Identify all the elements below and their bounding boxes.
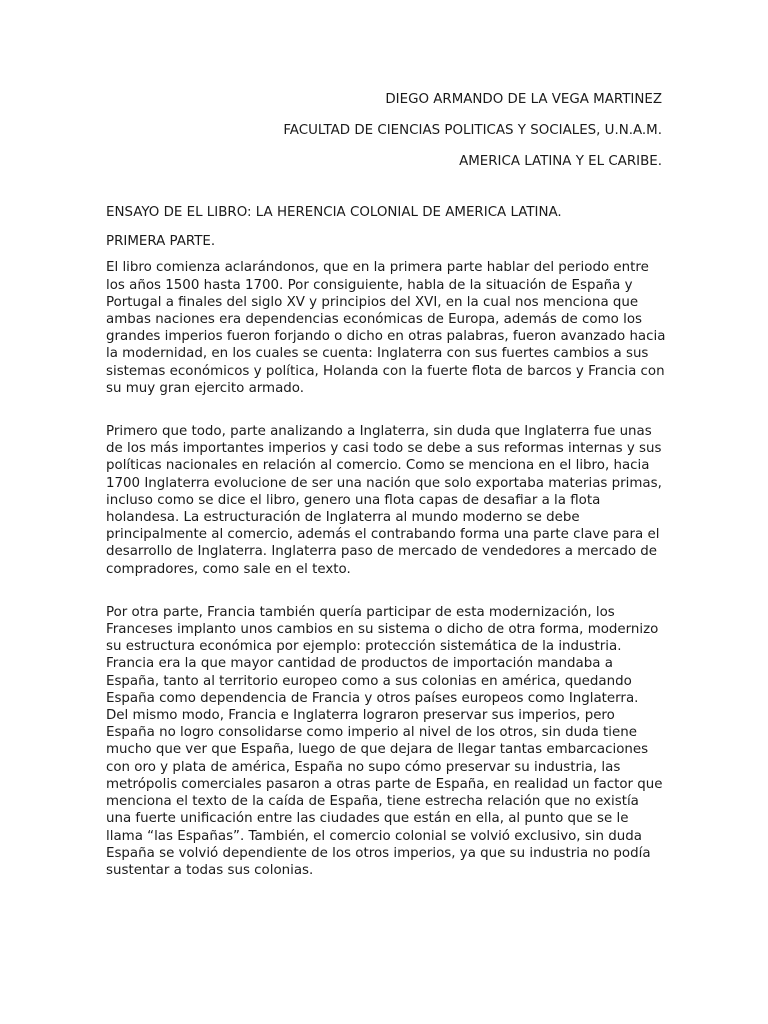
document-body (106, 204, 666, 879)
section-title: PRIMERA PARTE. (106, 234, 216, 250)
document-header (106, 91, 662, 184)
paragraph: Primero que todo, parte analizando a Inglaterra, sin duda que Inglaterra fue unas de los más importantes imperios y casi todo se debe a sus reformas internas y sus políticas nacionales en relación al comercio. Como se menciona en el libro, hacia 1700 Inglaterra evolucione de ser una nación que solo exportaba materias primas, incluso como se dice el libro, genero una flota capas de desafiar a la flota holandesa. La estructuración de Inglaterra al mundo moderno se debe principalmente al comercio, además el contrabando forma una parte clave para el desarrollo de Inglaterra. Inglaterra paso de mercado de vendedores a mercado de compradores, como sale en el texto. (106, 424, 662, 577)
paragraph: El libro comienza aclarándonos, que en la primera parte hablar del periodo entre los años 1500 hasta 1700. Por consiguiente, habla de la situación de España y Portugal a finales del siglo XV y principios del XVI, en la cual nos menciona que ambas naciones era dependencias económicas de Europa, además de como los grandes imperios fueron forjando o dicho en otras palabras, fueron avanzado hacia la modernidad, en los cuales se cuenta: Inglaterra con sus fuertes cambios a sus sistemas económicos y política, Holanda con la fuerte flota de barcos y Francia con su muy gran ejercito armado. (106, 260, 666, 396)
paragraph: Por otra parte, Francia también quería participar de esta modernización, los Franceses implanto unos cambios en su sistema o dicho de otra forma, modernizo su estructura económica por ejemplo: protección sistemática de la industria. Francia era la que mayor cantidad de productos de importación mandaba a España, tanto al territorio europeo como a sus colonias en américa, quedando España como dependencia de Francia y otros países europeos como Inglaterra. (106, 604, 659, 706)
paragraph: Del mismo modo, Francia e Inglaterra lograron preservar sus imperios, pero España no logro consolidarse como imperio al nivel de los otros, sin duda tiene mucho que ver que España, luego de que dejara de llegar tantas embarcaciones con oro y plata de américa, España no supo cómo preservar su industria, las metrópolis comerciales pasaron a otras parte de España, en realidad un factor que menciona el texto de la caída de España, tiene estrecha relación que no existía una fuerte unificación entre las ciudades que están en ella, al punto que se le llama “las Españas”. También, el comercio colonial se volvió exclusivo, sin duda España se volvió dependiente de los otros imperios, ya que su industria no podía sustentar a todas sus colonias. (106, 708, 663, 878)
author-name: DIEGO ARMANDO DE LA VEGA MARTINEZ (385, 92, 662, 107)
course-name: AMERICA LATINA Y EL CARIBE. (459, 154, 662, 169)
essay-title: ENSAYO DE EL LIBRO: LA HERENCIA COLONIAL DE AMERICA LATINA. (106, 205, 562, 220)
faculty-name: FACULTAD DE CIENCIAS POLITICAS Y SOCIALES, U.N.A.M. (283, 123, 662, 138)
